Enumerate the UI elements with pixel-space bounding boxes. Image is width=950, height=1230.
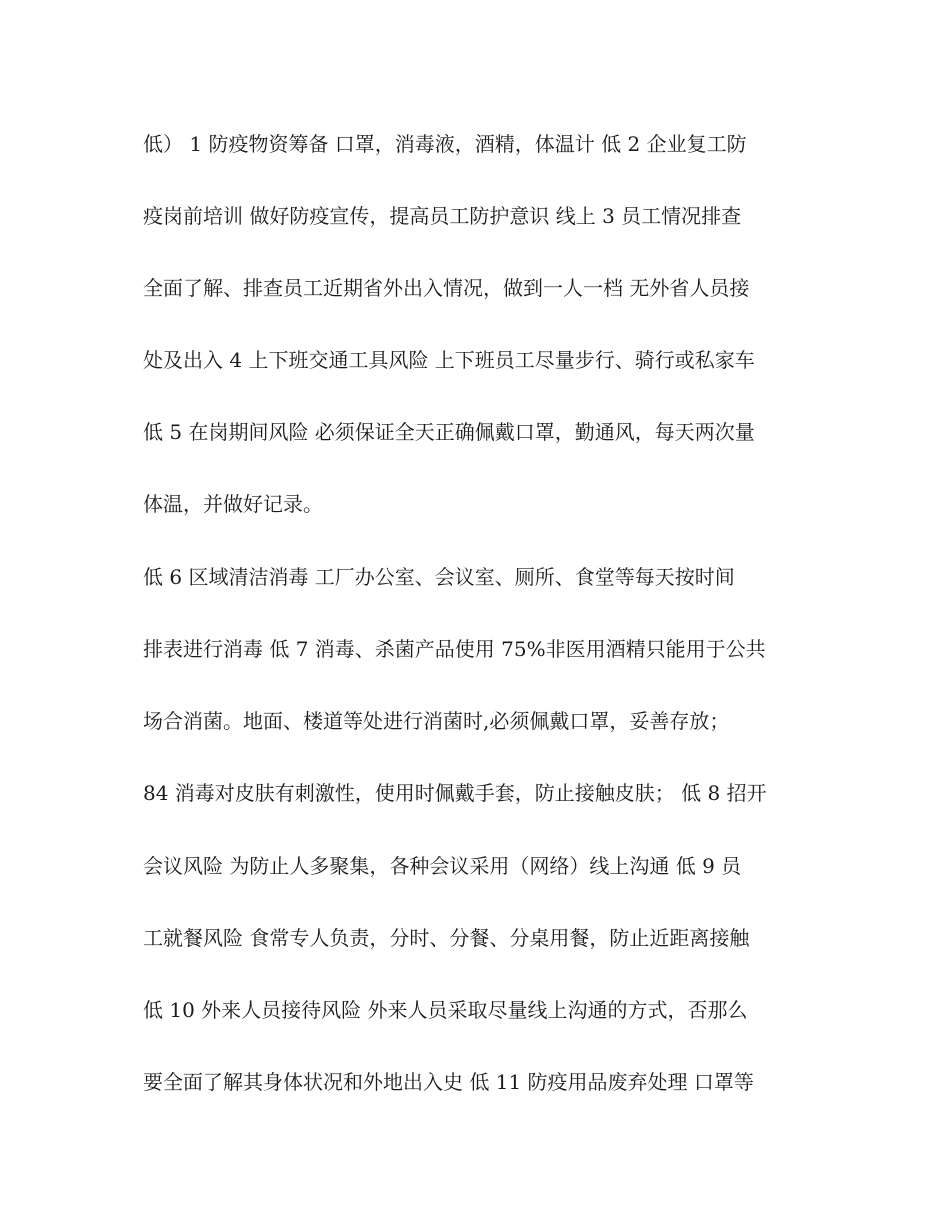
text-line: 低 10 外来人员接待风险 外来人员采取尽量线上沟通的方式，否那么 <box>143 998 748 1022</box>
text-line: 全面了解、排查员工近期省外出入情况，做到一人一档 无外省人员接 <box>143 276 750 300</box>
text-line: 低 6 区域清洁消毒 工厂办公室、会议室、厕所、食堂等每天按时间 <box>143 565 735 589</box>
text-line: 低 5 在岗期间风险 必须保证全天正确佩戴口罩，勤通风，每天两次量 <box>143 420 755 444</box>
text-line: 低） 1 防疫物资筹备 口罩，消毒液，酒精，体温计 低 2 企业复工防 <box>143 132 747 156</box>
text-line: 84 消毒对皮肤有刺激性，使用时佩戴手套，防止接触皮肤； 低 8 招开 <box>143 781 767 805</box>
text-line: 疫岗前培训 做好防疫宣传，提高员工防护意识 线上 3 员工情况排查 <box>143 204 742 228</box>
text-line: 处及出入 4 上下班交通工具风险 上下班员工尽量步行、骑行或私家车 <box>143 348 755 372</box>
text-line: 会议风险 为防止人多聚集，各种会议采用（网络）线上沟通 低 9 员 <box>143 854 742 878</box>
text-line: 排表进行消毒 低 7 消毒、杀菌产品使用 75%非医用酒精只能用于公共 <box>143 637 766 661</box>
text-line: 要全面了解其身体状况和外地出入史 低 11 防疫用品废弃处理 口罩等 <box>143 1070 754 1094</box>
text-line: 体温，并做好记录。 <box>143 492 323 516</box>
text-line: 场合消菌。地面、楼道等处进行消菌时,必须佩戴口罩，妥善存放； <box>143 709 730 733</box>
text-line: 工就餐风险 食常专人负责，分时、分餐、分桌用餐，防止近距离接触 <box>143 926 750 950</box>
